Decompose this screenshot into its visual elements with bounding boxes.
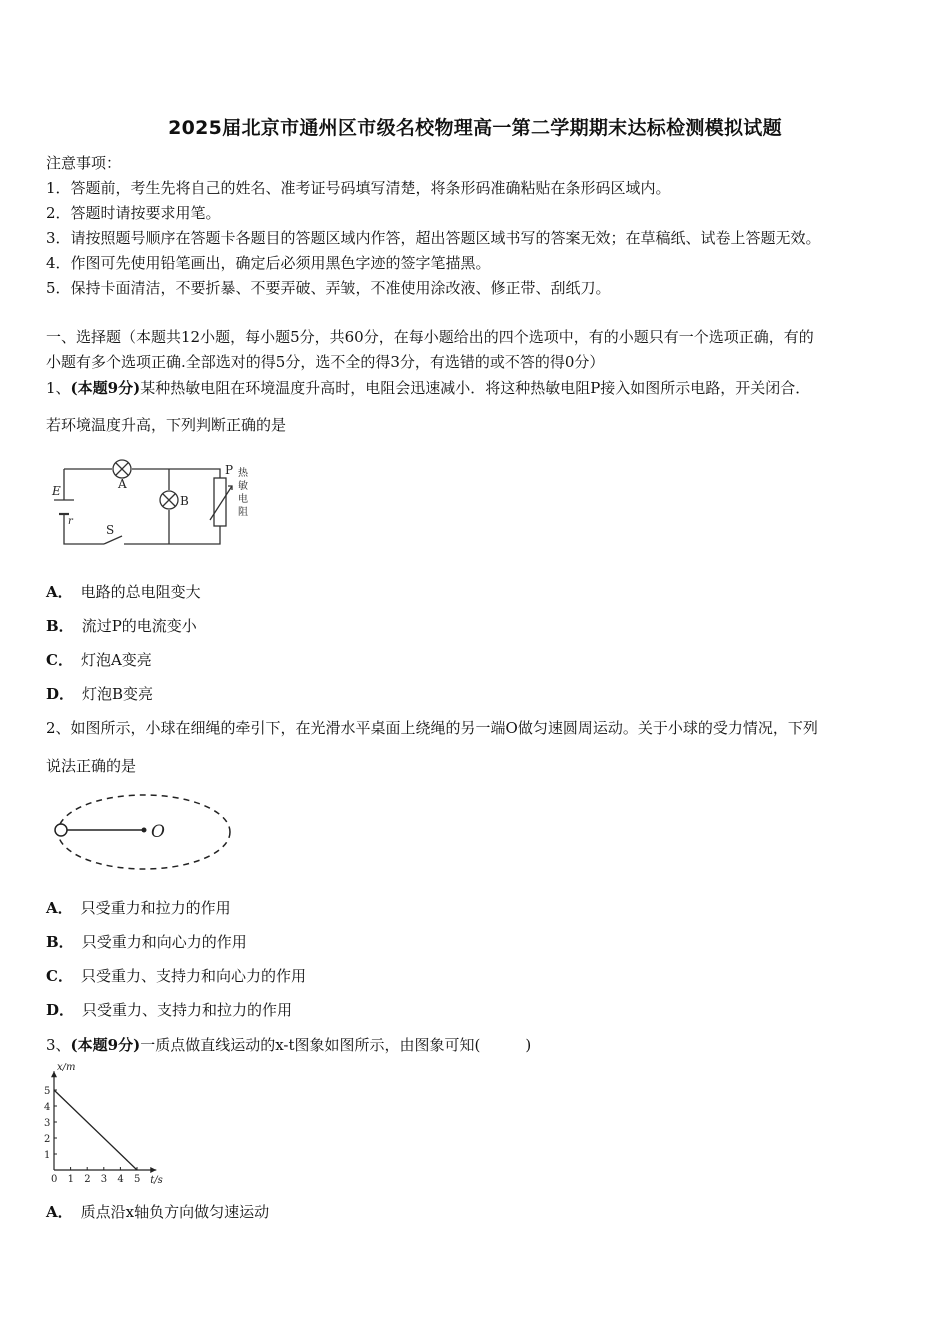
option-text: 只受重力、支持力和向心力的作用: [80, 967, 306, 985]
x-tick-label: 5: [134, 1174, 141, 1185]
y-tick-label: 4: [44, 1102, 51, 1113]
option-text: 质点沿x轴负方向做匀速运动: [80, 1203, 270, 1221]
notice-item: 2．答题时请按要求用笔。: [46, 204, 221, 222]
label-r: r: [68, 516, 73, 527]
option-row: [46, 965, 306, 986]
label-e: E: [52, 484, 61, 498]
option-text: 灯泡B变亮: [82, 685, 154, 703]
option-key: C．: [46, 651, 73, 669]
option-key: D．: [46, 685, 75, 703]
option-key: C．: [46, 967, 73, 985]
notice-item: 1．答题前，考生先将自己的姓名、准考证号码填写清楚，将条形码准确粘贴在条形码区域内。: [46, 179, 671, 197]
question-1-text: 某种热敏电阻在环境温度升高时，电阻会迅速减小．将这种热敏电阻P接入如图所示电路，开关闭合．: [140, 379, 811, 397]
option-text: 电路的总电阻变大: [80, 583, 201, 601]
label-b: B: [180, 494, 189, 508]
label-resistor: 热: [238, 468, 248, 479]
section-header-line1: 一、选择题（本题共12小题，每小题5分，共60分，在每小题给出的四个选项中，有的小题只有一个选项正确，有的: [46, 328, 814, 346]
y-tick-label: 5: [44, 1086, 51, 1097]
question-1-line1: [46, 377, 810, 398]
question-2-line2: 说法正确的是: [46, 757, 137, 775]
circular-motion-diagram: [48, 790, 238, 874]
question-3-text: 一质点做直线运动的x-t图象如图所示，由图象可知( ): [140, 1036, 532, 1054]
y-tick-label: 1: [44, 1150, 51, 1161]
question-1-number: 1、: [46, 379, 71, 397]
label-p: P: [225, 463, 234, 477]
question-3-line1: [46, 1034, 531, 1055]
notice-heading: 注意事项：: [46, 154, 122, 172]
option-row: [46, 931, 247, 952]
section-header-line2: 小题有多个选项正确.全部选对的得5分，选不全的得3分，有选错的或不答的得0分）: [46, 353, 605, 371]
label-o: O: [151, 822, 165, 842]
option-key: D．: [46, 1001, 75, 1019]
x-tick-label: 0: [51, 1174, 58, 1185]
x-axis-arrow: [150, 1167, 156, 1173]
question-3-score: (本题9分): [70, 1036, 141, 1054]
question-2-line1: 2、如图所示，小球在细绳的牵引下，在光滑水平桌面上绕绳的另一端O做匀速圆周运动。关于小球的受力情况，下列: [46, 719, 818, 737]
option-key: B．: [46, 933, 74, 951]
ball-icon: [55, 824, 67, 836]
notice-item: 4．作图可先使用铅笔画出，确定后必须用黑色字迹的签字笔描黑。: [46, 254, 491, 272]
label-resistor: 敏: [238, 481, 248, 492]
x-tick-label: 2: [84, 1174, 91, 1185]
question-1-line2: 若环境温度升高，下列判断正确的是: [46, 416, 287, 434]
label-resistor: 电: [238, 494, 248, 505]
series-line: [54, 1090, 137, 1170]
option-row: [46, 1201, 269, 1222]
option-key: A．: [46, 1203, 73, 1221]
option-row: [46, 683, 153, 704]
y-tick-label: 2: [44, 1134, 51, 1145]
page-title: 2025届北京市通州区市级名校物理高一第二学期期末达标检测模拟试题: [168, 117, 782, 139]
xt-graph: [40, 1063, 170, 1191]
label-a: A: [118, 477, 127, 491]
option-row: [46, 999, 292, 1020]
center-point: [142, 828, 147, 833]
lamp-b-icon: [160, 491, 178, 509]
option-row: [46, 581, 201, 602]
question-1-score: (本题9分): [70, 379, 141, 397]
lamp-a-icon: [113, 460, 131, 478]
option-key: A．: [46, 583, 73, 601]
option-text: 只受重力和向心力的作用: [81, 933, 247, 951]
circuit-diagram: [44, 448, 264, 558]
notice-item: 5．保持卡面清洁，不要折暴、不要弄破、弄皱，不准使用涂改液、修正带、刮纸刀。: [46, 279, 611, 297]
option-row: [46, 615, 197, 636]
notice-item: 3．请按照题号顺序在答题卡各题目的答题区域内作答，超出答题区域书写的答案无效；在草稿纸、试卷上答题无效。: [46, 229, 821, 247]
option-text: 灯泡A变亮: [80, 651, 152, 669]
option-text: 只受重力、支持力和拉力的作用: [82, 1001, 293, 1019]
label-resistor: 阻: [238, 507, 248, 518]
x-tick-label: 3: [100, 1174, 108, 1185]
option-row: [46, 897, 231, 918]
option-row: [46, 649, 152, 670]
option-key: A．: [46, 899, 73, 917]
option-text: 只受重力和拉力的作用: [80, 899, 231, 917]
question-3-number: 3、: [46, 1036, 71, 1054]
x-tick-label: 1: [67, 1174, 74, 1185]
option-text: 流过P的电流变小: [81, 617, 197, 635]
option-key: B．: [46, 617, 74, 635]
y-tick-label: 3: [44, 1118, 51, 1129]
label-s: S: [106, 523, 115, 537]
x-axis-label: t/s: [150, 1175, 163, 1186]
y-axis-label: x/m: [57, 1063, 76, 1074]
x-tick-label: 4: [117, 1174, 124, 1185]
